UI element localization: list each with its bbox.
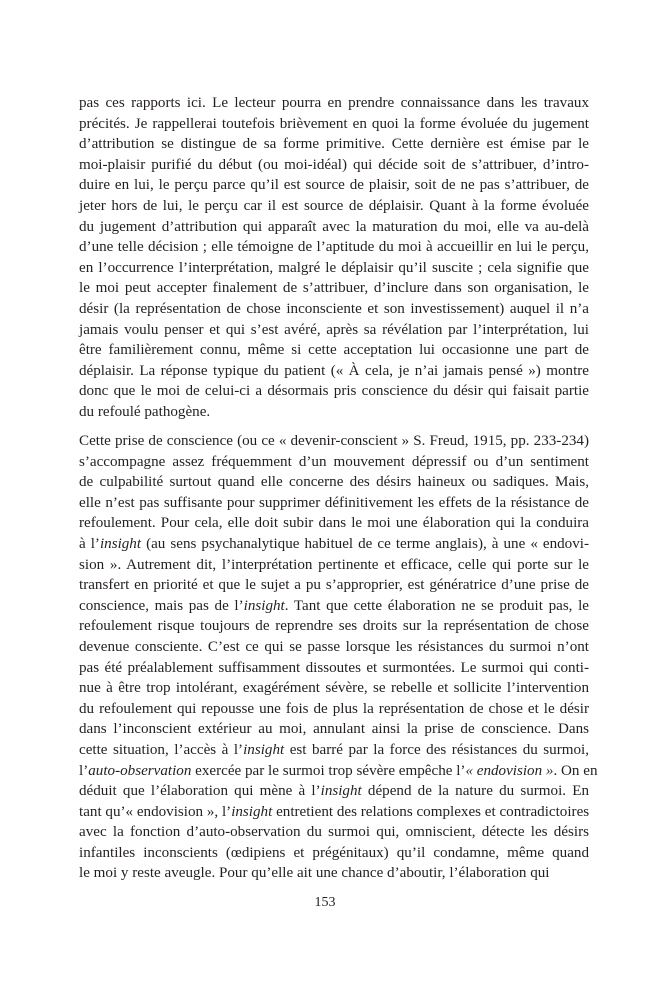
paragraph-gap	[79, 423, 589, 432]
text-line: pas ces rapports ici. Le lecteur pourra en prendre connaissance dans les travaux	[79, 95, 589, 111]
text-line: pas été préalablement suffisamment dissoutes et surmontées. Le surmoi qui conti-	[79, 659, 589, 676]
italic-term: insight	[243, 741, 285, 758]
italic-term: insight	[99, 535, 142, 552]
text-line: transfert en priorité et que le sujet a pu s’approprier, est génératrice d’une prise de	[79, 577, 589, 594]
text-line: être familièrement connu, même si cette acceptation lui occasionne une part de	[79, 342, 589, 359]
italic-term: auto-observation	[88, 762, 192, 779]
text-line: à l’insight (au sens psychanalytique habituel de ce terme anglais), à une « endovi-	[79, 535, 589, 552]
text-line: devenue consciente. C’est ce qui se passe lorsque les résistances du surmoi n’ont	[79, 638, 589, 655]
text-line: en l’occurrence l’interprétation, malgré le déplaisir qu’il suscite ; cela signifie que	[79, 259, 589, 276]
text-line: s’accompagne assez fréquemment d’un mouvement dépressif ou d’un sentiment	[79, 453, 589, 470]
text-line: de culpabilité surtout quand elle concerne des désirs haineux ou sadiques. Mais,	[79, 474, 589, 491]
text-line: déplaisir. La réponse typique du patient (« À cela, je n’ai jamais pensé ») montre	[79, 362, 589, 379]
text-line: tant qu’« endovision », l’insight entretient des relations complexes et contradictoires	[79, 803, 590, 820]
text-line: dans l’inconscient extérieur au moi, annulant ainsi la prise de conscience. Dans	[79, 721, 589, 738]
italic-term: insight	[231, 803, 273, 820]
text-line: jeter hors de lui, le perçu car il est source de déplaisir. Quant à la forme évoluée	[79, 197, 589, 214]
text-line: le moi y reste aveugle. Pour qu’elle ait une chance d’aboutir, l’élaboration qui	[79, 865, 550, 882]
text-line: duire en lui, le perçu parce qu’il est source de plaisir, soit de ne pas s’attribuer, de	[79, 177, 589, 194]
text-line: précités. Je rappellerai toutefois brièvement en quoi la forme évoluée du jugement	[79, 115, 589, 132]
text-line: déduit que l’élaboration qui mène à l’insight dépend de la nature du surmoi. En	[79, 783, 589, 800]
text-line: avec la fonction d’auto-observation du surmoi qui, omniscient, détecte les désirs	[79, 824, 589, 841]
text-line: l’auto-observation exercée par le surmoi trop sévère empêche l’« endovision ». On en	[79, 762, 598, 779]
text-line: refoulement risque toujours de reprendre ses droits sur la représentation de chose	[79, 618, 589, 635]
text-line: refoulement. Pour cela, elle doit subir dans le moi une élaboration qui la conduira	[79, 515, 589, 532]
text-line: le moi peut accepter finalement de s’attribuer, d’inclure dans son organisation, le	[79, 280, 589, 297]
text-line: cette situation, l’accès à l’insight est barré par la force des résistances du surmoi,	[79, 741, 589, 758]
text-line: du refoulement qui repousse une fois de plus la représentation de chose et le désir	[79, 700, 589, 717]
text-line: d’attribution se distingue de sa forme primitive. Cette dernière est émise par le	[79, 136, 589, 153]
italic-term: insight	[320, 783, 362, 800]
paragraph	[79, 93, 589, 423]
text-line: moi-plaisir purifié du début (ou moi-idéal) qui décide soit de s’attribuer, d’intro-	[79, 156, 589, 173]
text-line: du jugement d’attribution qui apparaît avec la maturation du moi, elle va au-delà	[79, 218, 589, 235]
text-line: conscience, mais pas de l’insight. Tant que cette élaboration ne se produit pas, le	[79, 597, 589, 614]
text-line: d’une telle décision ; elle témoigne de l’aptitude du moi à accueillir en lui le perçu,	[79, 239, 589, 256]
text-line: jamais voulu penser et qui s’est avéré, après sa révélation par l’interprétation, lui	[79, 321, 589, 338]
text-line: nue à être trop intolérant, exagérément sévère, se rebelle et sollicite l’intervention	[79, 680, 589, 697]
text-line: infantiles inconscients (œdipiens et prégénitaux) qu’il condamne, même quand	[79, 844, 589, 861]
text-line: donc que le moi de celui-ci a désormais pris conscience du désir qui faisait partie	[79, 383, 589, 400]
text-line: elle n’est pas suffisante pour supprimer définitivement les effets de la résistance de	[79, 494, 589, 511]
paragraph	[79, 431, 598, 884]
page-body	[79, 93, 598, 884]
italic-term: insight	[243, 597, 285, 614]
text-line: Cette prise de conscience (ou ce « devenir-conscient » S. Freud, 1915, pp. 233-234)	[79, 433, 589, 449]
text-line: sion ». Autrement dit, l’interprétation pertinente et efficace, celle qui porte sur le	[79, 556, 589, 573]
italic-term: « endovision »	[465, 762, 554, 779]
text-line: du refoulé pathogène.	[79, 403, 211, 420]
text-line: désir (la représentation de chose inconsciente et son investissement) auquel il n’a	[79, 300, 589, 317]
page-number: 153	[314, 895, 336, 910]
